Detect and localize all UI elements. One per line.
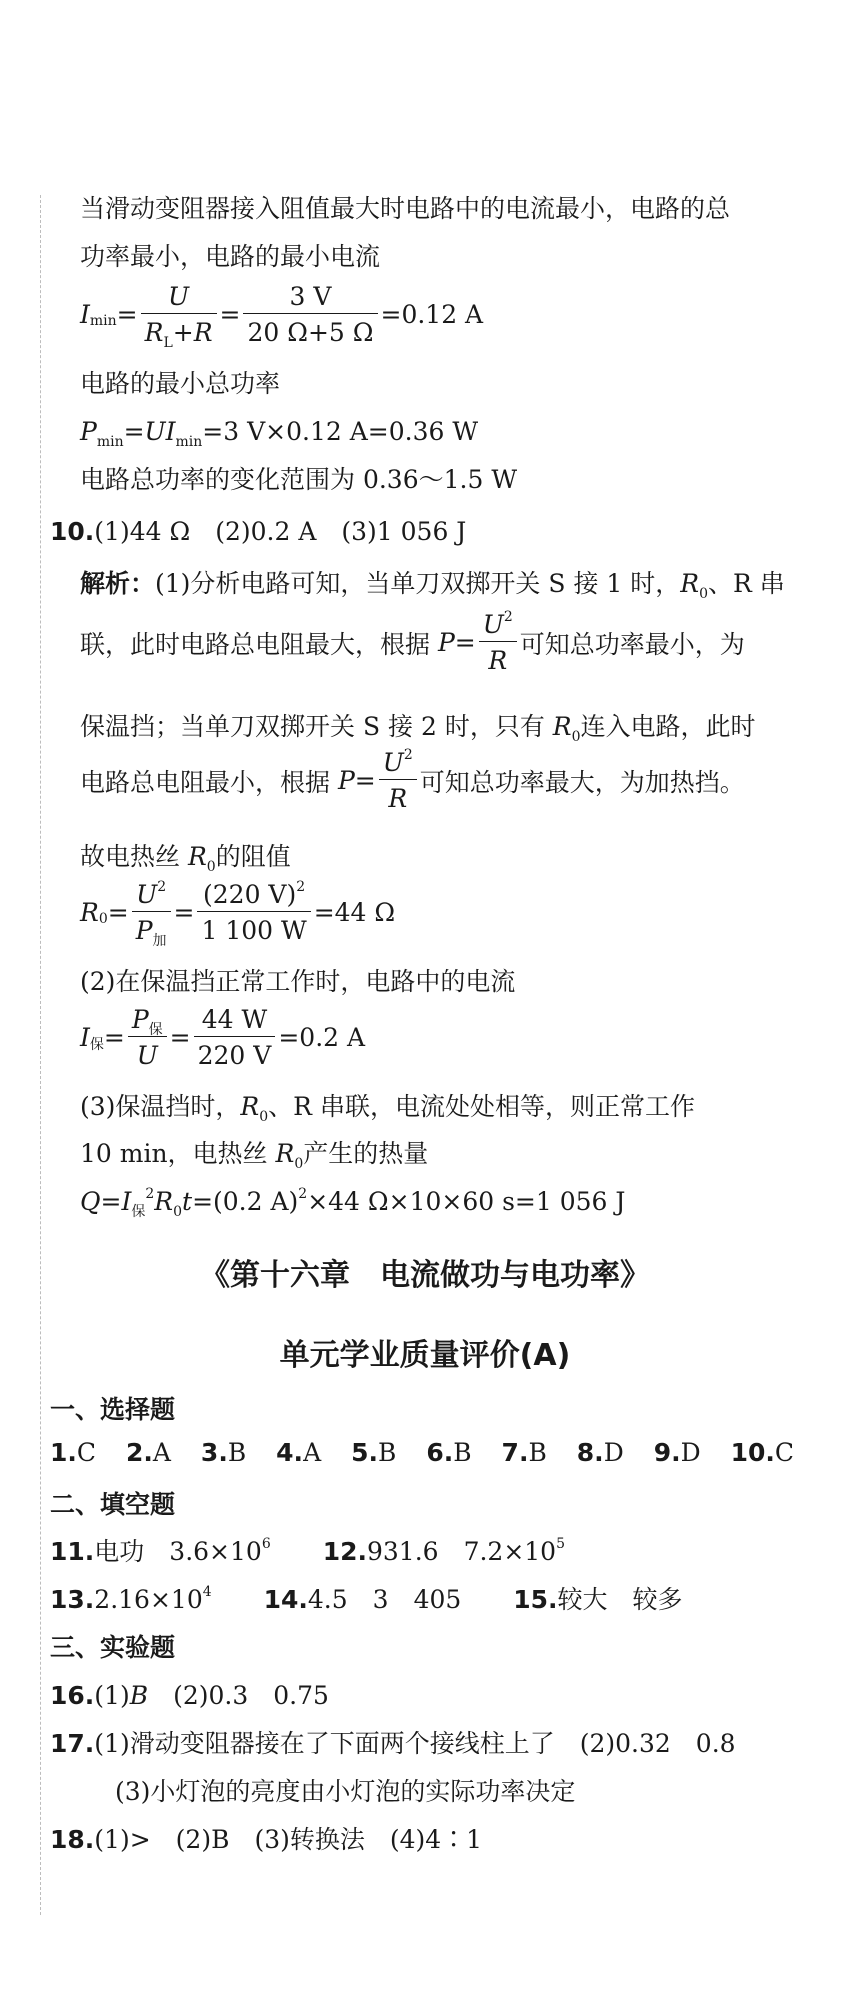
chapter-title: 《第十六章 电流做功与电功率》 xyxy=(200,1258,650,1293)
text-line: 电路总功率的变化范围为 0.36～1.5 W xyxy=(80,465,518,494)
equation-current: I 保 = $\frac{P_保}{U}$ = $\frac{44 W}{220 V}$ =0.2 A xyxy=(80,1005,366,1070)
analysis-line: 解析：(1)分析电路可知，当单刀双掷开关 S 接 1 时，$R_0$、R 串 xyxy=(80,569,785,602)
fraction: $\frac{U^2}{R}$ xyxy=(379,748,417,813)
question-10-answer: 10.(1)44 Ω (2)0.2 A (3)1 056 J xyxy=(50,517,467,546)
fraction: $\frac{P_保}{U}$ xyxy=(128,1005,167,1070)
analysis-line: 电路总电阻最小，根据 P = $\frac{U^2}{R}$ 可知总功率最大，为加热挡。 xyxy=(80,747,745,813)
fraction: $\frac{44 W}{220 V}$ xyxy=(194,1005,276,1070)
equation-min-power: $P_{min}=UI_{min}=3$ V×0.12 A=0.36 W xyxy=(80,417,479,450)
choice-answers: 1.C 2.A 3.B 4.A 5.B 6.B 7.B 8.D 9.D 10.C xyxy=(50,1438,795,1467)
fraction: $\frac{U}{R_L+R}$ xyxy=(141,282,217,347)
section-heading: 二、填空题 xyxy=(50,1490,176,1519)
experiment-answer-16: 16.(1)B (2)0.3 0.75 xyxy=(50,1681,329,1710)
fill-answers-row2: $13.2.16\times 10^4$ 14.4.5 3 405 15.较大 较多 xyxy=(50,1584,683,1614)
section-heading: 一、选择题 xyxy=(50,1395,176,1424)
equation-min-current: I min = $\frac{U}{R_L+R}$ = $\frac{3 V}{20 \Omega+5 \Omega}$ =0.12 A xyxy=(80,282,484,351)
analysis-line: 10 min，电热丝 $R_0$产生的热量 xyxy=(80,1139,429,1172)
fraction: $\frac{(220 V)^2}{1 100 W}$ xyxy=(197,880,310,945)
fraction: $\frac{U^2}{R}$ xyxy=(479,610,517,675)
text-line: 电路的最小总功率 xyxy=(80,369,281,398)
analysis-line: 保温挡；当单刀双掷开关 S 接 2 时，只有 $R_0$连入电路，此时 xyxy=(80,712,756,745)
margin-rule xyxy=(40,195,41,1915)
unit-title: 单元学业质量评价(A) xyxy=(279,1338,571,1373)
experiment-answer-18: 18.(1)> (2)B (3)转换法 (4)4∶1 xyxy=(50,1825,483,1854)
analysis-line: 联，此时电路总电阻最大，根据 P = $\frac{U^2}{R}$ 可知总功率最小，为 xyxy=(80,609,745,675)
analysis-line: (3)保温挡时，$R_0$、R 串联，电流处处相等，则正常工作 xyxy=(80,1092,695,1125)
experiment-answer-17: 17.(1)滑动变阻器接在了下面两个接线柱上了 (2)0.32 0.8 xyxy=(50,1729,736,1758)
experiment-answer-17-cont: (3)小灯泡的亮度由小灯泡的实际功率决定 xyxy=(115,1777,576,1806)
equation-resistance: R 0 = $\frac{U^2}{P_加}$ = $\frac{(220 V)^2}{1 100 W}$ =44 Ω xyxy=(80,879,396,949)
analysis-line: 故电热丝 $R_0$的阻值 xyxy=(80,842,291,875)
equation-heat: $Q=I_保^2R_0t=(0.2$ A)$^2$×44 Ω×10×60 s=1 056 J xyxy=(80,1186,626,1220)
section-heading: 三、实验题 xyxy=(50,1633,176,1662)
fraction: $\frac{3 V}{20 \Omega+5 \Omega}$ xyxy=(243,282,377,347)
analysis-line: (2)在保温挡正常工作时，电路中的电流 xyxy=(80,967,516,996)
text-line: 当滑动变阻器接入阻值最大时电路中的电流最小，电路的总 xyxy=(80,194,731,223)
text-line: 功率最小，电路的最小电流 xyxy=(80,242,381,271)
fraction: $\frac{U^2}{P_加}$ xyxy=(132,880,171,945)
fill-answers-row1: 11.电功 $3.6\times 10^6$ 12.931.6 $7.2\times 10^5$ xyxy=(50,1536,566,1566)
